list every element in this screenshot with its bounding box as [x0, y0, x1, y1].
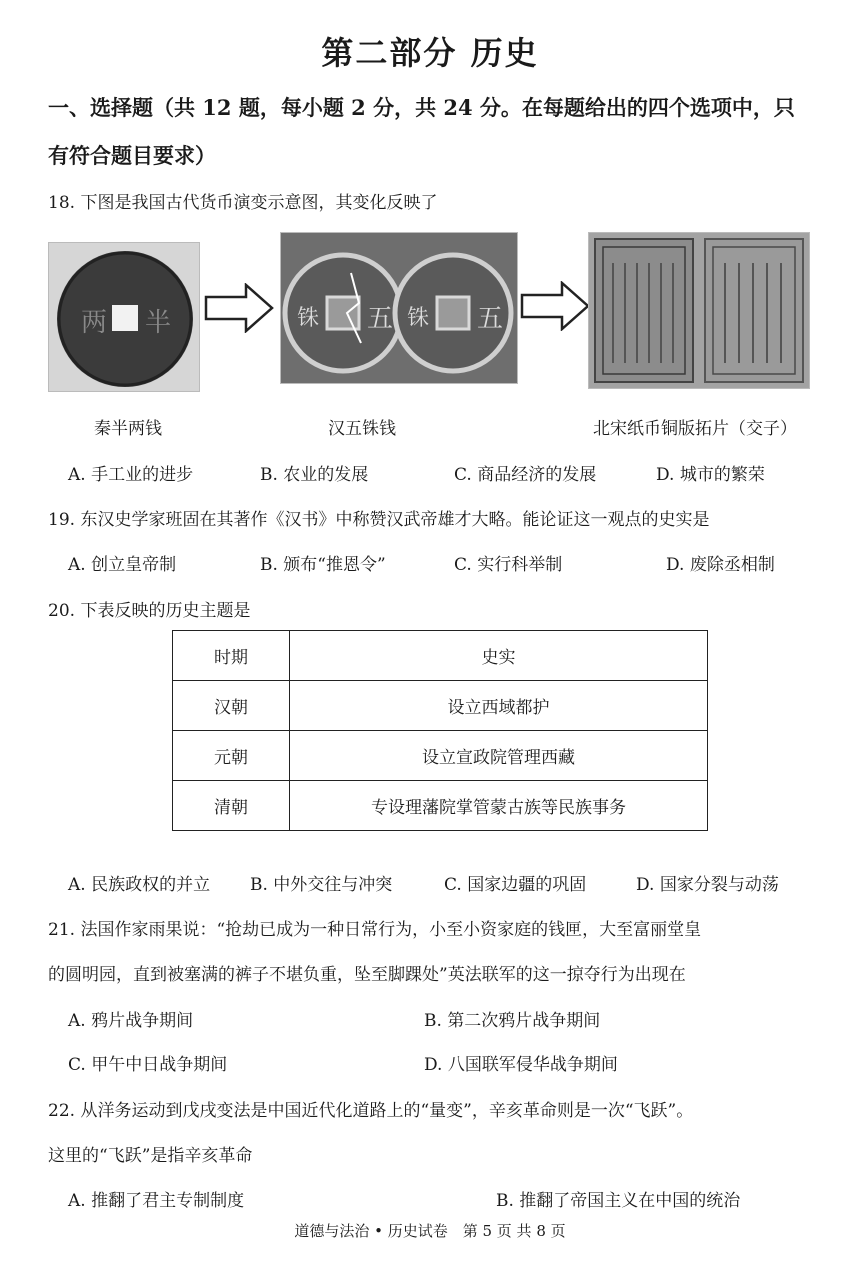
- question-20-stem: 20. 下表反映的历史主题是: [48, 601, 251, 621]
- history-table: [172, 630, 708, 831]
- table-row: [173, 681, 708, 731]
- q19-option-a[interactable]: A. 创立皇帝制: [68, 555, 177, 575]
- q22-option-a[interactable]: A. 推翻了君主专制制度: [68, 1191, 245, 1211]
- q20-option-a[interactable]: A. 民族政权的并立: [68, 875, 211, 895]
- q20-option-c[interactable]: C. 国家边疆的巩固: [444, 875, 587, 895]
- table-cell-period: 清朝: [173, 781, 290, 831]
- table-header-fact: 史实: [290, 631, 708, 681]
- arrow-right-icon: [520, 281, 590, 331]
- q18-option-c[interactable]: C. 商品经济的发展: [454, 465, 597, 485]
- svg-text:五: 五: [477, 304, 504, 334]
- section-heading-line1: 一、选择题（共 12 题，每小题 2 分，共 24 分。在每题给出的四个选项中，只: [48, 95, 795, 120]
- caption-han-coin: 汉五铢钱: [328, 419, 396, 439]
- q21-option-b[interactable]: B. 第二次鸦片战争期间: [424, 1011, 601, 1031]
- table-header-row: [173, 631, 708, 681]
- question-19-stem: 19. 东汉史学家班固在其著作《汉书》中称赞汉武帝雄才大略。能论证这一观点的史实是: [48, 510, 710, 530]
- caption-jiaozi: 北宋纸币铜版拓片（交子）: [593, 419, 797, 439]
- qin-banliang-coin-icon: [48, 242, 200, 392]
- han-wuzhu-coin-icon: [280, 232, 518, 384]
- q21-option-c[interactable]: C. 甲午中日战争期间: [68, 1055, 228, 1075]
- table-cell-fact: 专设理藩院掌管蒙古族等民族事务: [290, 781, 708, 831]
- question-22-stem-line1: 22. 从洋务运动到戊戌变法是中国近代化道路上的“量变”，辛亥革命则是一次“飞跃”。: [48, 1101, 694, 1121]
- arrow-right-icon: [204, 283, 274, 333]
- table-cell-fact: 设立宣政院管理西藏: [290, 731, 708, 781]
- table-cell-fact: 设立西域都护: [290, 681, 708, 731]
- q18-option-a[interactable]: A. 手工业的进步: [68, 465, 194, 485]
- table-cell-period: 元朝: [173, 731, 290, 781]
- svg-text:半: 半: [145, 308, 172, 338]
- section-heading-line2: 有符合题目要求）: [48, 143, 216, 168]
- table-cell-period: 汉朝: [173, 681, 290, 731]
- q19-option-d[interactable]: D. 废除丞相制: [666, 555, 775, 575]
- svg-text:铢: 铢: [297, 306, 320, 331]
- q18-option-b[interactable]: B. 农业的发展: [260, 465, 369, 485]
- svg-text:两: 两: [81, 308, 108, 338]
- table-row: [173, 731, 708, 781]
- page-title: 第二部分 历史: [321, 34, 539, 72]
- svg-text:五: 五: [367, 304, 394, 334]
- q21-option-d[interactable]: D. 八国联军侵华战争期间: [424, 1055, 618, 1075]
- q22-option-b[interactable]: B. 推翻了帝国主义在中国的统治: [496, 1191, 741, 1211]
- caption-qin-coin: 秦半两钱: [94, 419, 162, 439]
- question-22-stem-line2: 这里的“飞跃”是指辛亥革命: [48, 1146, 253, 1166]
- svg-text:铢: 铢: [407, 306, 430, 331]
- jiaozi-banknote-icon: [588, 232, 810, 389]
- q19-option-c[interactable]: C. 实行科举制: [454, 555, 563, 575]
- table-header-period: 时期: [173, 631, 290, 681]
- page-footer: 道德与法治 • 历史试卷 第 5 页 共 8 页: [294, 1222, 566, 1240]
- question-21-stem-line1: 21. 法国作家雨果说：“抢劫已成为一种日常行为，小至小资家庭的钱匣，大至富丽堂皇: [48, 920, 702, 940]
- question-18-stem: 18. 下图是我国古代货币演变示意图，其变化反映了: [48, 193, 438, 213]
- q20-option-b[interactable]: B. 中外交往与冲突: [250, 875, 393, 895]
- question-21-stem-line2: 的圆明园，直到被塞满的裤子不堪负重，坠至脚踝处”英法联军的这一掠夺行为出现在: [48, 965, 686, 985]
- q19-option-b[interactable]: B. 颁布“推恩令”: [260, 555, 386, 575]
- q20-option-d[interactable]: D. 国家分裂与动荡: [636, 875, 779, 895]
- q18-option-d[interactable]: D. 城市的繁荣: [656, 465, 765, 485]
- q21-option-a[interactable]: A. 鸦片战争期间: [68, 1011, 194, 1031]
- table-row: [173, 781, 708, 831]
